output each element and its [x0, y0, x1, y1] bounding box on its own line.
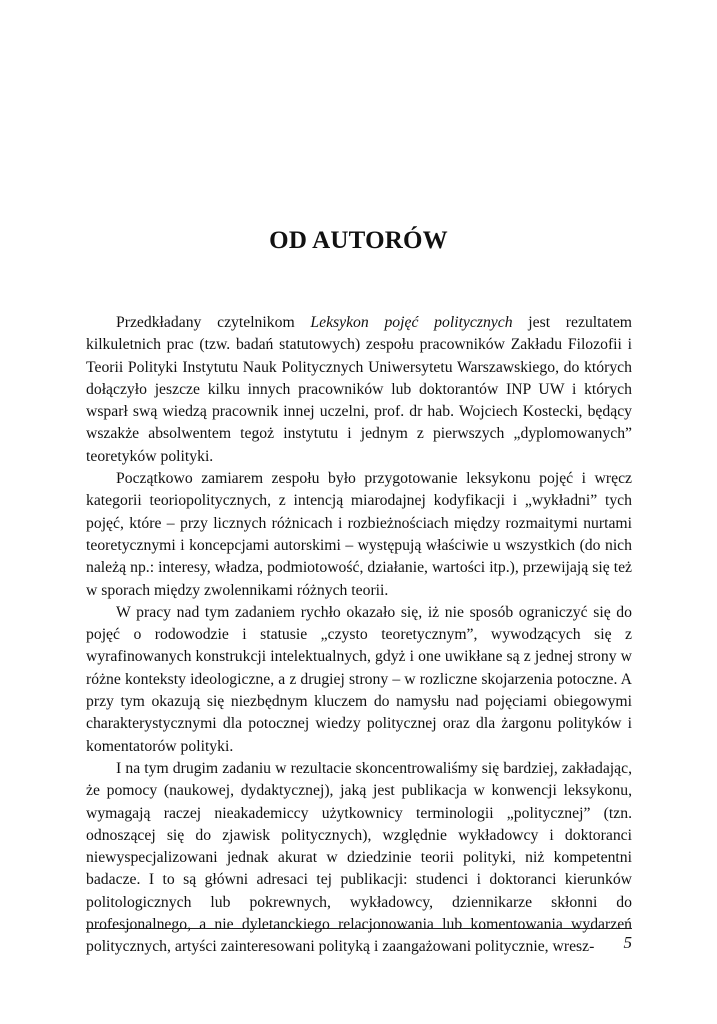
paragraph-3: W pracy nad tym zadaniem rychło okazało się, iż nie sposób ograniczyć się do pojęć o rodowodzie i statusie „czysto teoretycznym”, wywodzących się z wyrafinowanych konstrukcji intelektualnych, gdyż i one uwikłane są z jednej strony w różne konteksty ideologiczne, a z drugiej strony – w rozliczne skojarzenia potoczne. A przy tym okazują się niezbędnym kluczem do namysłu nad pojęciami obiegowymi charakterystycznymi dla potocznej wiedzy politycznej oraz dla żargonu polityków i komentatorów polityki.	[86, 603, 632, 755]
page-title: OD AUTORÓW	[269, 226, 448, 254]
page-number: 5	[623, 933, 632, 952]
paragraph-1-rest: jest rezultatem kilkuletnich prac (tzw. badań statutowych) zespołu pracowników Zakładu Filozofii i Teorii Polityki Instytutu Nauk Politycznych Uniwersytetu Warszawskiego, do których dołączyło jeszcze kilku innych pracowników lub doktorantów INP UW i których wsparł swą wiedzą pracownik innej uczelni, prof. dr hab. Wojciech Kostecki, będący wszakże absolwentem tegoż instytutu i jednym z pierwszych „dyplomowanych” teoretyków polityki.	[86, 314, 633, 465]
paragraph-1-start: Przedkładany czytelnikom	[116, 314, 311, 331]
body-text	[86, 312, 632, 959]
footer-rule	[86, 928, 632, 929]
book-title-italic: Leksykon pojęć politycznych	[310, 314, 513, 331]
paragraph-1	[86, 312, 632, 468]
paragraph-4: I na tym drugim zadaniu w rezultacie skoncentrowaliśmy się bardziej, zakładając, że pomocy (naukowej, dydaktycznej), jaką jest publikacja w konwencji leksykonu, wymagają raczej nieakademiccy użytkownicy terminologii „politycznej” (tzn. odnoszącej się do zjawisk politycznych), względnie wykładowcy i doktoranci niewyspecjalizowani jednak akurat w dziedzinie teorii polityki, niż kompetentni badacze. I to są główni adresaci tej publikacji: studenci i doktoranci kierunków politologicznych lub pokrewnych, wykładowcy, dziennikarze skłonni do profesjonalnego, a nie dyletanckiego relacjonowania lub komentowania wydarzeń politycznych, artyści zainteresowani polityką i zaangażowani politycznie, wresz-	[86, 759, 632, 956]
paragraph-2: Początkowo zamiarem zespołu było przygotowanie leksykonu pojęć i wręcz kategorii teoriopolitycznych, z intencją miarodajnej kodyfikacji i „wykładni” tych pojęć, które – przy licznych różnicach i rozbieżnościach między rozmaitymi nurtami teoretycznymi i koncepcjami autorskimi – występują właściwie u wszystkich (do nich należą np.: interesy, władza, podmiotowość, działanie, wartości itp.), przewijają się też w sporach między zwolennikami różnych teorii.	[86, 470, 632, 599]
